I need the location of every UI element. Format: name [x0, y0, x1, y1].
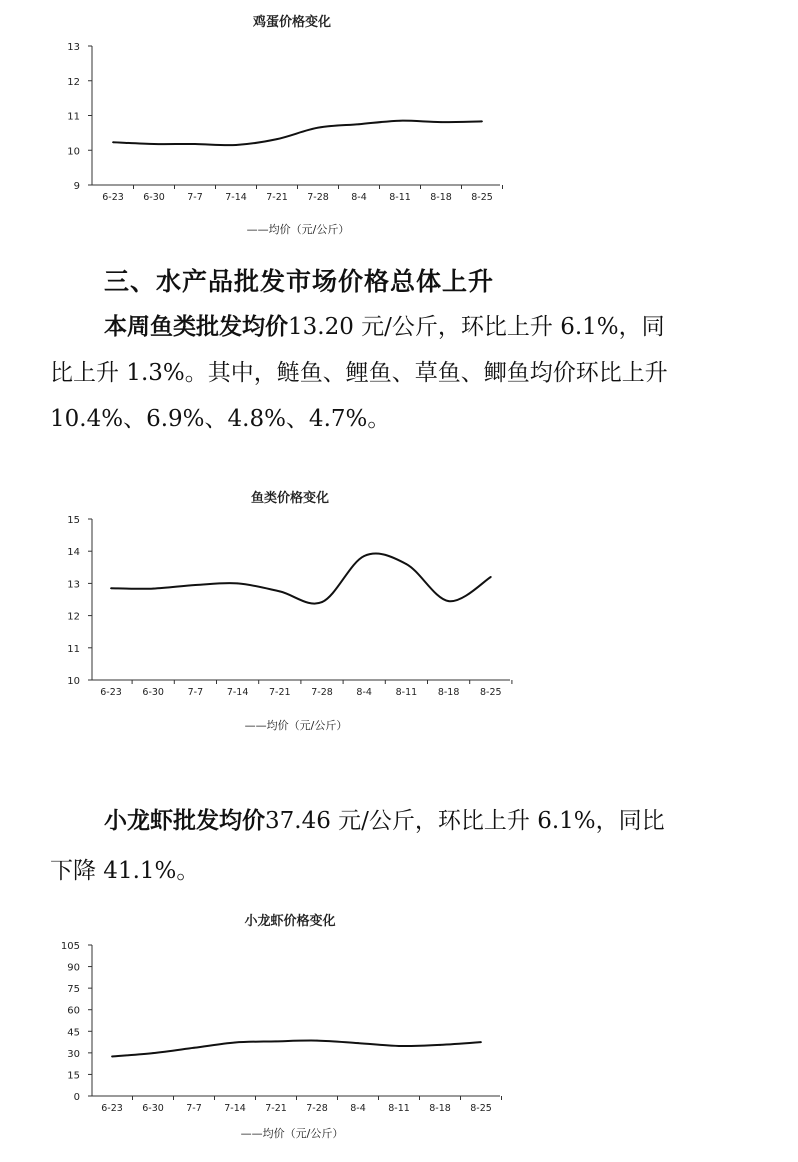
y-tick-label: 15: [67, 1070, 80, 1082]
data-point: [321, 601, 323, 603]
x-tick-label: 7-14: [225, 192, 247, 203]
x-tick-label: 8-11: [395, 687, 418, 698]
series-line: [113, 121, 482, 146]
x-tick-label: 6-23: [102, 192, 124, 203]
fish-price-chart: [0, 480, 798, 740]
x-tick-label: 6-30: [143, 192, 165, 203]
x-tick-label: 8-11: [389, 192, 411, 203]
x-tick-label: 7-28: [306, 1103, 328, 1114]
y-tick-label: 13: [67, 42, 80, 53]
data-point: [111, 1056, 113, 1058]
y-tick-label: 60: [67, 1005, 80, 1017]
x-tick-label: 8-4: [350, 1103, 366, 1114]
data-point: [275, 1040, 277, 1042]
data-point: [234, 1042, 236, 1044]
y-tick-label: 11: [67, 643, 80, 655]
fish-line1: 13.20 元/公斤，环比上升 6.1%，同: [288, 314, 665, 340]
crayfish-paragraph: [50, 796, 750, 896]
series-line: [111, 554, 491, 604]
fish-paragraph: [50, 304, 750, 442]
x-tick-label: 7-21: [265, 1103, 287, 1114]
data-point: [112, 141, 114, 143]
y-tick-label: 10: [67, 146, 80, 158]
x-tick-label: 7-21: [266, 192, 288, 203]
y-tick-label: 12: [67, 611, 80, 623]
data-point: [152, 1052, 154, 1054]
x-tick-label: 8-4: [351, 192, 367, 203]
y-tick-label: 15: [67, 515, 80, 526]
x-tick-label: 8-25: [470, 1103, 492, 1114]
data-point: [481, 121, 483, 123]
y-tick-label: 12: [67, 76, 80, 88]
chart-title: 鱼类价格变化: [250, 491, 330, 506]
series-line: [112, 1041, 481, 1057]
y-tick-label: 9: [73, 181, 80, 192]
y-tick-label: 45: [67, 1027, 80, 1039]
x-tick-label: 7-14: [224, 1103, 246, 1114]
x-tick-label: 7-21: [269, 687, 291, 698]
data-point: [357, 1042, 359, 1044]
data-point: [448, 600, 450, 602]
chart-legend: ——均价（元/公斤）: [240, 1127, 344, 1140]
x-tick-label: 8-18: [430, 192, 452, 203]
egg-price-chart: [0, 0, 798, 245]
fish-lead: 本周鱼类批发均价: [104, 314, 288, 340]
x-tick-label: 6-30: [142, 687, 164, 698]
y-tick-label: 14: [67, 547, 80, 559]
x-tick-label: 6-23: [100, 687, 122, 698]
data-point: [480, 1041, 482, 1043]
data-point: [399, 120, 401, 122]
data-point: [110, 587, 112, 589]
x-tick-label: 6-30: [142, 1103, 164, 1114]
data-point: [152, 588, 154, 590]
chart-legend: ——均价（元/公斤）: [244, 719, 348, 732]
y-tick-label: 11: [67, 111, 80, 123]
data-point: [406, 563, 408, 565]
y-tick-label: 90: [67, 962, 80, 974]
x-tick-label: 7-7: [187, 192, 203, 203]
data-point: [316, 1040, 318, 1042]
data-point: [195, 584, 197, 586]
section-heading: 三、水产品批发市场价格总体上升: [104, 267, 495, 296]
chart-title: 小龙虾价格变化: [244, 914, 336, 929]
x-tick-label: 7-14: [226, 687, 249, 698]
data-point: [235, 144, 237, 146]
data-point: [279, 591, 281, 593]
crayfish-line2: 下降 41.1%。: [50, 858, 200, 884]
x-tick-label: 8-18: [437, 687, 460, 698]
x-tick-label: 7-7: [186, 1103, 202, 1114]
y-tick-label: 105: [60, 941, 80, 952]
x-tick-label: 8-25: [480, 687, 502, 698]
data-point: [490, 576, 492, 578]
y-tick-label: 30: [67, 1048, 80, 1060]
data-point: [194, 143, 196, 145]
x-tick-label: 8-4: [356, 687, 372, 698]
data-point: [317, 127, 319, 129]
data-point: [237, 583, 239, 585]
data-point: [363, 555, 365, 557]
x-tick-label: 7-28: [311, 687, 333, 698]
x-tick-label: 8-18: [429, 1103, 451, 1114]
y-tick-label: 0: [73, 1092, 80, 1103]
data-point: [439, 1044, 441, 1046]
fish-line3: 10.4%、6.9%、4.8%、4.7%。: [50, 406, 391, 432]
data-point: [398, 1045, 400, 1047]
x-tick-label: 6-23: [101, 1103, 123, 1114]
y-tick-label: 75: [67, 984, 80, 996]
crayfish-lead: 小龙虾批发均价: [104, 808, 265, 834]
x-tick-label: 8-25: [471, 192, 493, 203]
chart-legend: ——均价（元/公斤）: [246, 223, 350, 236]
x-tick-label: 7-28: [307, 192, 329, 203]
data-point: [358, 123, 360, 125]
data-point: [440, 121, 442, 123]
chart-title: 鸡蛋价格变化: [252, 15, 332, 30]
data-point: [276, 138, 278, 140]
y-tick-label: 13: [67, 579, 80, 591]
crayfish-price-chart: [0, 905, 798, 1155]
x-tick-label: 8-11: [388, 1103, 410, 1114]
fish-line2: 比上升 1.3%。其中，鲢鱼、鲤鱼、草鱼、鲫鱼均价环比上升: [50, 360, 668, 386]
y-tick-label: 10: [67, 676, 80, 687]
crayfish-line1: 37.46 元/公斤，环比上升 6.1%，同比: [265, 808, 665, 834]
x-tick-label: 7-7: [187, 687, 204, 698]
data-point: [193, 1047, 195, 1049]
data-point: [153, 143, 155, 145]
